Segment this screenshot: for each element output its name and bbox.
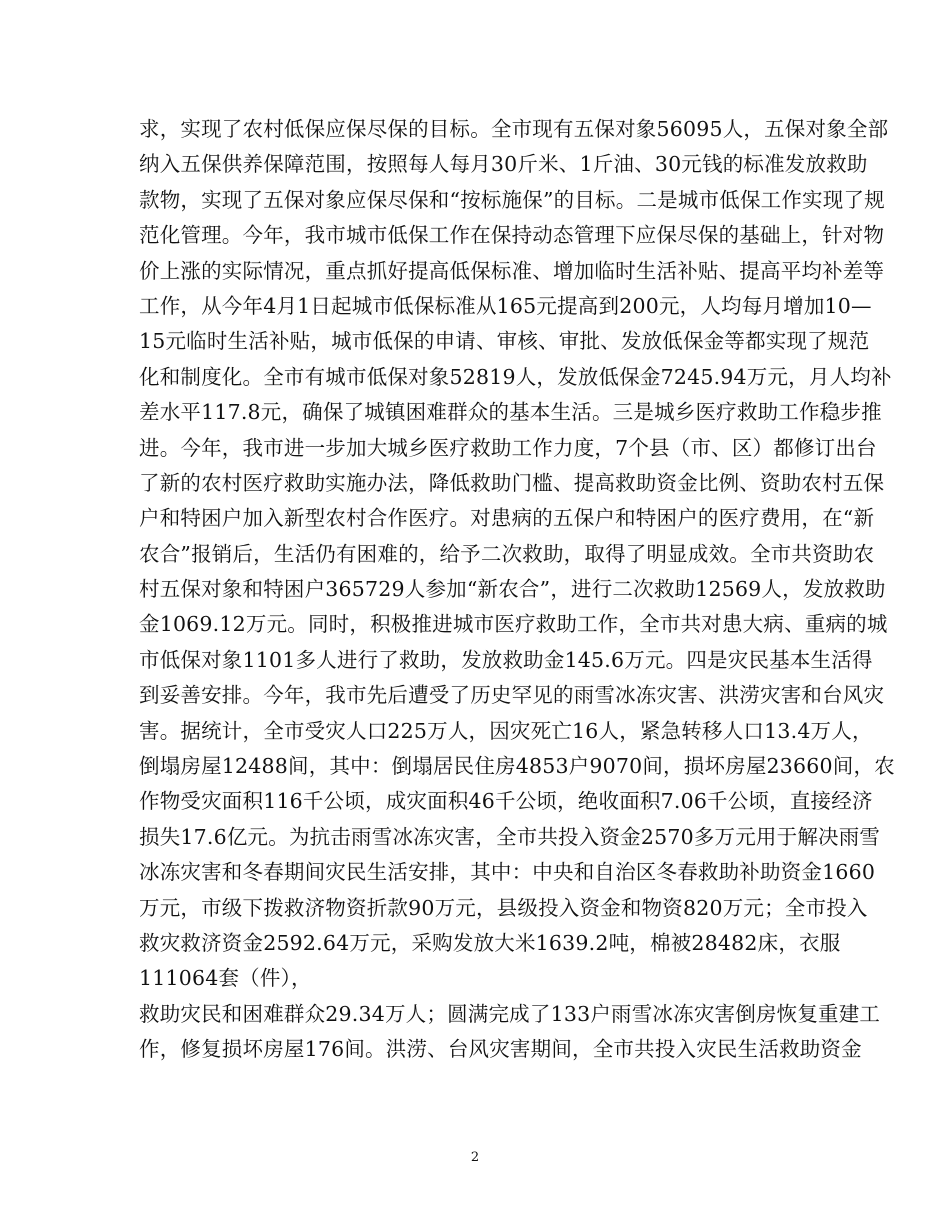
text-line: 纳入五保供养保障范围，按照每人每月30斤米、1斤油、30元钱的标准发放救助 bbox=[139, 152, 868, 177]
text-line: 户和特困户加入新型农村合作医疗。对患病的五保户和特困户的医疗费用，在“新 bbox=[139, 506, 875, 531]
text-line: 万元，市级下拨救济物资折款90万元，县级投入资金和物资820万元；全市投入 bbox=[139, 895, 868, 920]
text-line: 救灾救济资金2592.64万元，采购发放大米1639.2吨，棉被28482床，衣服 bbox=[139, 930, 841, 955]
text-line: 市低保对象1101多人进行了救助，发放救助金145.6万元。四是灾民基本生活得 bbox=[139, 647, 873, 672]
text-line: 损失17.6亿元。为抗击雨雪冰冻灾害，全市共投入资金2570多万元用于解决雨雪 bbox=[139, 824, 881, 849]
text-line: 工作，从今年4月1日起城市低保标准从165元提高到200元，人均每月增加10— bbox=[139, 293, 872, 318]
text-line: 价上涨的实际情况，重点抓好提高低保标准、增加临时生活补贴、提高平均补差等 bbox=[139, 258, 885, 283]
text-line: 进。今年，我市进一步加大城乡医疗救助工作力度，7个县（市、区）都修订出台 bbox=[139, 435, 877, 460]
text-line: 了新的农村医疗救助实施办法，降低救助门槛、提高救助资金比例、资助农村五保 bbox=[139, 470, 885, 495]
text-line: 到妥善安排。今年，我市先后遭受了历史罕见的雨雪冰冻灾害、洪涝灾害和台风灾 bbox=[139, 683, 885, 708]
text-line: 求，实现了农村低保应保尽保的目标。全市现有五保对象56095人，五保对象全部 bbox=[139, 117, 889, 141]
text-line: 救助灾民和困难群众29.34万人；圆满完成了133户雨雪冰冻灾害倒房恢复重建工 bbox=[139, 1001, 881, 1026]
text-line: 作，修复损坏房屋176间。洪涝、台风灾害期间，全市共投入灾民生活救助资金 bbox=[139, 1037, 862, 1062]
text-line: 农合”报销后，生活仍有困难的，给予二次救助，取得了明显成效。全市共资助农 bbox=[139, 541, 875, 566]
text-line: 化和制度化。全市有城市低保对象52819人，发放低保金7245.94万元，月人均补 bbox=[139, 364, 892, 389]
text-line: 范化管理。今年，我市城市低保工作在保持动态管理下应保尽保的基础上，针对物 bbox=[139, 223, 885, 248]
text-line: 差水平117.8元，确保了城镇困难群众的基本生活。三是城乡医疗救助工作稳步推 bbox=[139, 400, 882, 425]
text-line: 15元临时生活补贴，城市低保的申请、审核、审批、发放低保金等都实现了规范 bbox=[139, 329, 870, 354]
text-line: 作物受灾面积116千公顷，成灾面积46千公顷，绝收面积7.06千公顷，直接经济 bbox=[139, 789, 873, 814]
body-text bbox=[139, 112, 895, 1068]
text-line: 111064套（件）， bbox=[139, 966, 312, 991]
text-line: 村五保对象和特困户365729人参加“新农合”，进行二次救助12569人，发放救助 bbox=[139, 577, 886, 602]
text-line: 害。据统计，全市受灾人口225万人，因灾死亡16人，紧急转移人口13.4万人， bbox=[139, 718, 873, 743]
text-line: 款物，实现了五保对象应保尽保和“按标施保”的目标。二是城市低保工作实现了规 bbox=[139, 187, 885, 212]
text-line: 冰冻灾害和冬春期间灾民生活安排，其中：中央和自治区冬春救助补助资金1660 bbox=[139, 860, 876, 885]
text-line: 倒塌房屋12488间，其中：倒塌居民住房4853户9070间，损坏房屋23660间，农 bbox=[139, 754, 895, 779]
page-number: 2 bbox=[470, 1150, 480, 1165]
text-line: 金1069.12万元。同时，积极推进城市医疗救助工作，全市共对患大病、重病的城 bbox=[139, 612, 888, 637]
